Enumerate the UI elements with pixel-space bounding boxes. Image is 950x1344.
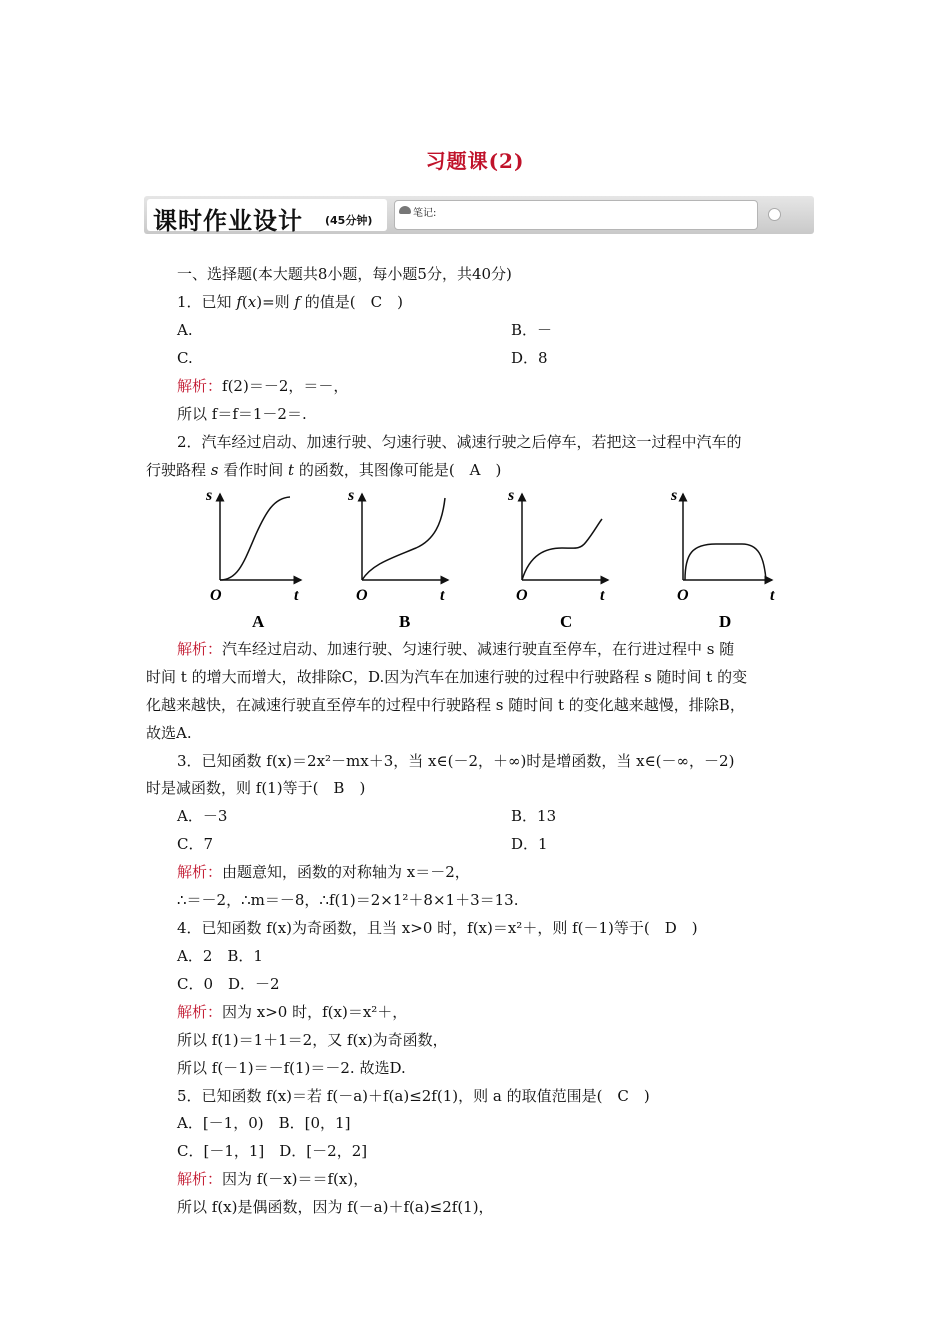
q4-stem: 4．已知函数 f(x)为奇函数，且当 x>0 时，f(x)＝x²＋，则 f(－1)等于( D ) <box>177 919 698 937</box>
q2-explanation-3: 化越来越快，在减速行驶直至停车的过程中行驶路程 s 随时间 t 的变化越来越慢，排除B， <box>146 696 745 714</box>
q3-option-d: D．1 <box>511 835 548 853</box>
cloud-icon <box>399 206 411 214</box>
graph-a-axis-y: s <box>206 487 213 504</box>
banner-title-box <box>147 199 387 235</box>
q1-stem-a: 1．已知 <box>177 293 237 311</box>
graph-c-axis-x: t <box>600 587 605 604</box>
q1-stem-b: =则 <box>262 293 295 311</box>
q1-option-d: D．8 <box>511 349 548 367</box>
banner-time: (45分钟) <box>325 214 373 227</box>
graph-d-origin: O <box>677 587 689 604</box>
graph-c-label: C <box>560 612 573 631</box>
graph-b-label: B <box>399 612 411 631</box>
graph-a <box>205 487 301 631</box>
q2-stem-2 <box>146 460 501 480</box>
q4-options-cd: C．0 D．－2 <box>177 975 280 993</box>
graph-b <box>347 487 448 631</box>
q2-stem-1: 2．汽车经过启动、加速行驶、匀速行驶、减速行驶之后停车，若把这一过程中汽车的 <box>177 433 742 451</box>
graph-a-label: A <box>252 612 265 631</box>
graph-b-axis-y: s <box>348 487 355 504</box>
graph-c <box>507 487 608 631</box>
graph-a-origin: O <box>210 587 222 604</box>
q1-option-a: A. <box>177 321 193 339</box>
q2-explanation-1 <box>177 639 734 659</box>
q1-x: x <box>247 293 257 311</box>
q3-explanation-2: ∴＝－2，∴m＝－8，∴f(1)＝2×1²＋8×1＋3＝13. <box>177 891 519 909</box>
q5-stem: 5．已知函数 f(x)＝若 f(－a)＋f(a)≤2f(1)，则 a 的取值范围是( C ) <box>177 1087 650 1105</box>
graph-c-axis-y: s <box>508 487 515 504</box>
q3-stem-1: 3．已知函数 f(x)＝2x²－mx＋3，当 x∈(－2，＋∞)时是增函数，当 x∈(－∞，－2) <box>177 752 735 770</box>
q1-f: f <box>236 293 242 311</box>
q1-expl-text: f(2)＝－2，＝－， <box>222 377 349 395</box>
q2-stem-2c: 的函数，其图像可能是( A ) <box>294 461 502 479</box>
q4-explanation-3: 所以 f(－1)＝－f(1)＝－2. 故选D. <box>177 1059 406 1077</box>
q1-option-b: B．－ <box>511 321 553 339</box>
q2-graphs <box>196 484 796 634</box>
graph-c-origin: O <box>516 587 528 604</box>
q4-explanation-1 <box>177 1002 407 1022</box>
q5-explanation-2: 所以 f(x)是偶函数，因为 f(－a)＋f(a)≤2f(1)， <box>177 1198 494 1216</box>
q5-expl-label: 解析： <box>177 1170 223 1188</box>
q3-explanation-1 <box>177 862 470 882</box>
graph-d <box>670 487 775 631</box>
graph-b-axis-x: t <box>440 587 445 604</box>
graph-b-origin: O <box>356 587 368 604</box>
q2-stem-2a: 行驶路程 <box>146 461 211 479</box>
q3-option-a: A．－3 <box>177 807 228 825</box>
q5-explanation-1 <box>177 1169 368 1189</box>
graph-d-axis-x: t <box>770 587 775 604</box>
q2-expl-label: 解析： <box>177 640 223 658</box>
q5-options-ab: A．[－1，0) B．[0，1] <box>177 1114 351 1132</box>
q2-explanation-2: 时间 t 的增大而增大，故排除C，D.因为汽车在加速行驶的过程中行驶路程 s 随时间 t 的变 <box>146 668 748 686</box>
graph-d-label: D <box>719 612 732 631</box>
q4-options-ab: A．2 B．1 <box>177 947 263 965</box>
homework-banner <box>144 196 814 234</box>
q2-expl-text: 汽车经过启动、加速行驶、匀速行驶、减速行驶直至停车，在行进过程中 s 随 <box>222 640 735 658</box>
q2-t: t <box>288 461 295 479</box>
banner-title: 课时作业设计 <box>153 207 303 235</box>
q4-expl-text: 因为 x>0 时，f(x)＝x²＋， <box>222 1003 408 1021</box>
q2-explanation-4: 故选A. <box>146 724 192 742</box>
graph-d-axis-y: s <box>671 487 678 504</box>
q4-explanation-2: 所以 f(1)＝1＋1＝2，又 f(x)为奇函数， <box>177 1031 448 1049</box>
notes-label: 笔记: <box>413 208 437 219</box>
q1-f2: f <box>294 293 300 311</box>
q4-expl-label: 解析： <box>177 1003 223 1021</box>
q5-expl-text: 因为 f(－x)＝＝f(x)， <box>222 1170 369 1188</box>
q3-stem-2: 时是减函数，则 f(1)等于( B ) <box>146 779 366 797</box>
section-heading: 一、选择题(本大题共8小题，每小题5分，共40分) <box>177 265 512 283</box>
q2-stem-2b: 看作时间 <box>218 461 289 479</box>
q3-option-b: B．13 <box>511 807 557 825</box>
q3-expl-label: 解析： <box>177 863 223 881</box>
q1-stem: 1．已知 f(x)=则 f 的值是( C ) <box>177 293 403 311</box>
q1-expl-label: 解析： <box>177 377 223 395</box>
circle-icon <box>768 208 781 221</box>
q1-explanation-1 <box>177 376 348 396</box>
q1-stem-c: 的值是( C ) <box>299 293 403 311</box>
q3-option-c: C．7 <box>177 835 214 853</box>
q1-explanation-2: 所以 f＝f＝1－2＝. <box>177 405 307 423</box>
q3-expl-text: 由题意知，函数的对称轴为 x＝－2， <box>222 863 470 881</box>
q1-option-c: C. <box>177 349 193 367</box>
q5-options-cd: C．[－1，1] D．[－2，2] <box>177 1142 368 1160</box>
q2-s: s <box>210 461 219 479</box>
page-title: 习题课(2) <box>425 149 525 173</box>
notes-field[interactable] <box>394 200 758 230</box>
graph-a-axis-x: t <box>294 587 299 604</box>
